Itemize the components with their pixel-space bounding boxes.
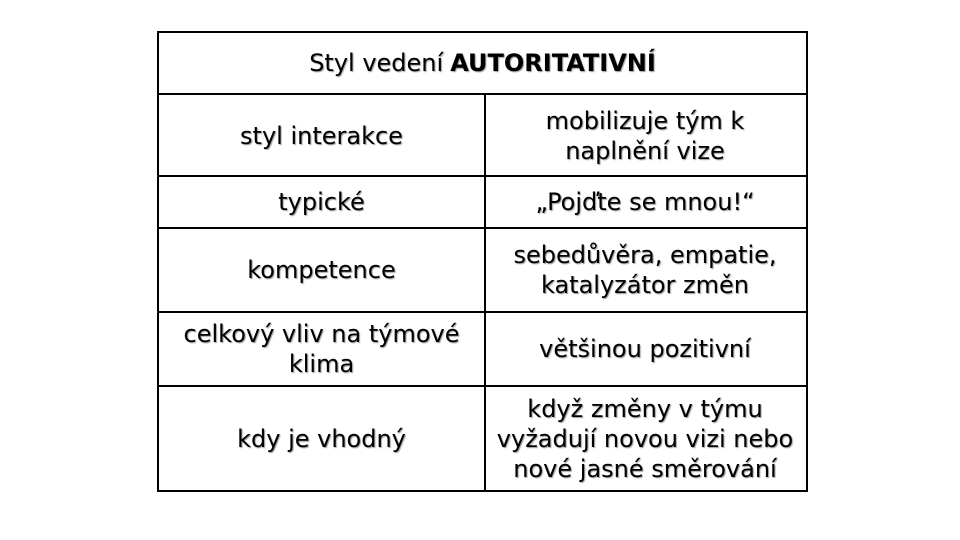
row-label-interaction-style: styl interakce <box>240 122 403 150</box>
row-label-when-suitable: kdy je vhodný <box>237 424 406 453</box>
table-title-style-name: AUTORITATIVNÍ <box>450 49 656 77</box>
leadership-style-table <box>157 31 808 492</box>
row-label-team-climate: celkový vliv na týmové klima <box>183 320 460 378</box>
row-label-competence: kompetence <box>247 256 396 284</box>
row-value-interaction-style: mobilizuje tým k naplnění vize <box>545 107 745 165</box>
table-title-prefix: Styl vedení <box>309 49 444 77</box>
table-title <box>159 33 806 95</box>
row-value-typical: „Pojďte se mnou!“ <box>535 188 755 216</box>
row-value-competence: sebedůvěra, empatie, katalyzátor změn <box>513 241 777 299</box>
row-label-typical: typické <box>278 188 365 216</box>
row-value-team-climate: většinou pozitivní <box>539 335 751 363</box>
row-value-when-suitable: když změny v týmu vyžadují novou vizi nebo nové jasné směrování <box>496 394 794 483</box>
